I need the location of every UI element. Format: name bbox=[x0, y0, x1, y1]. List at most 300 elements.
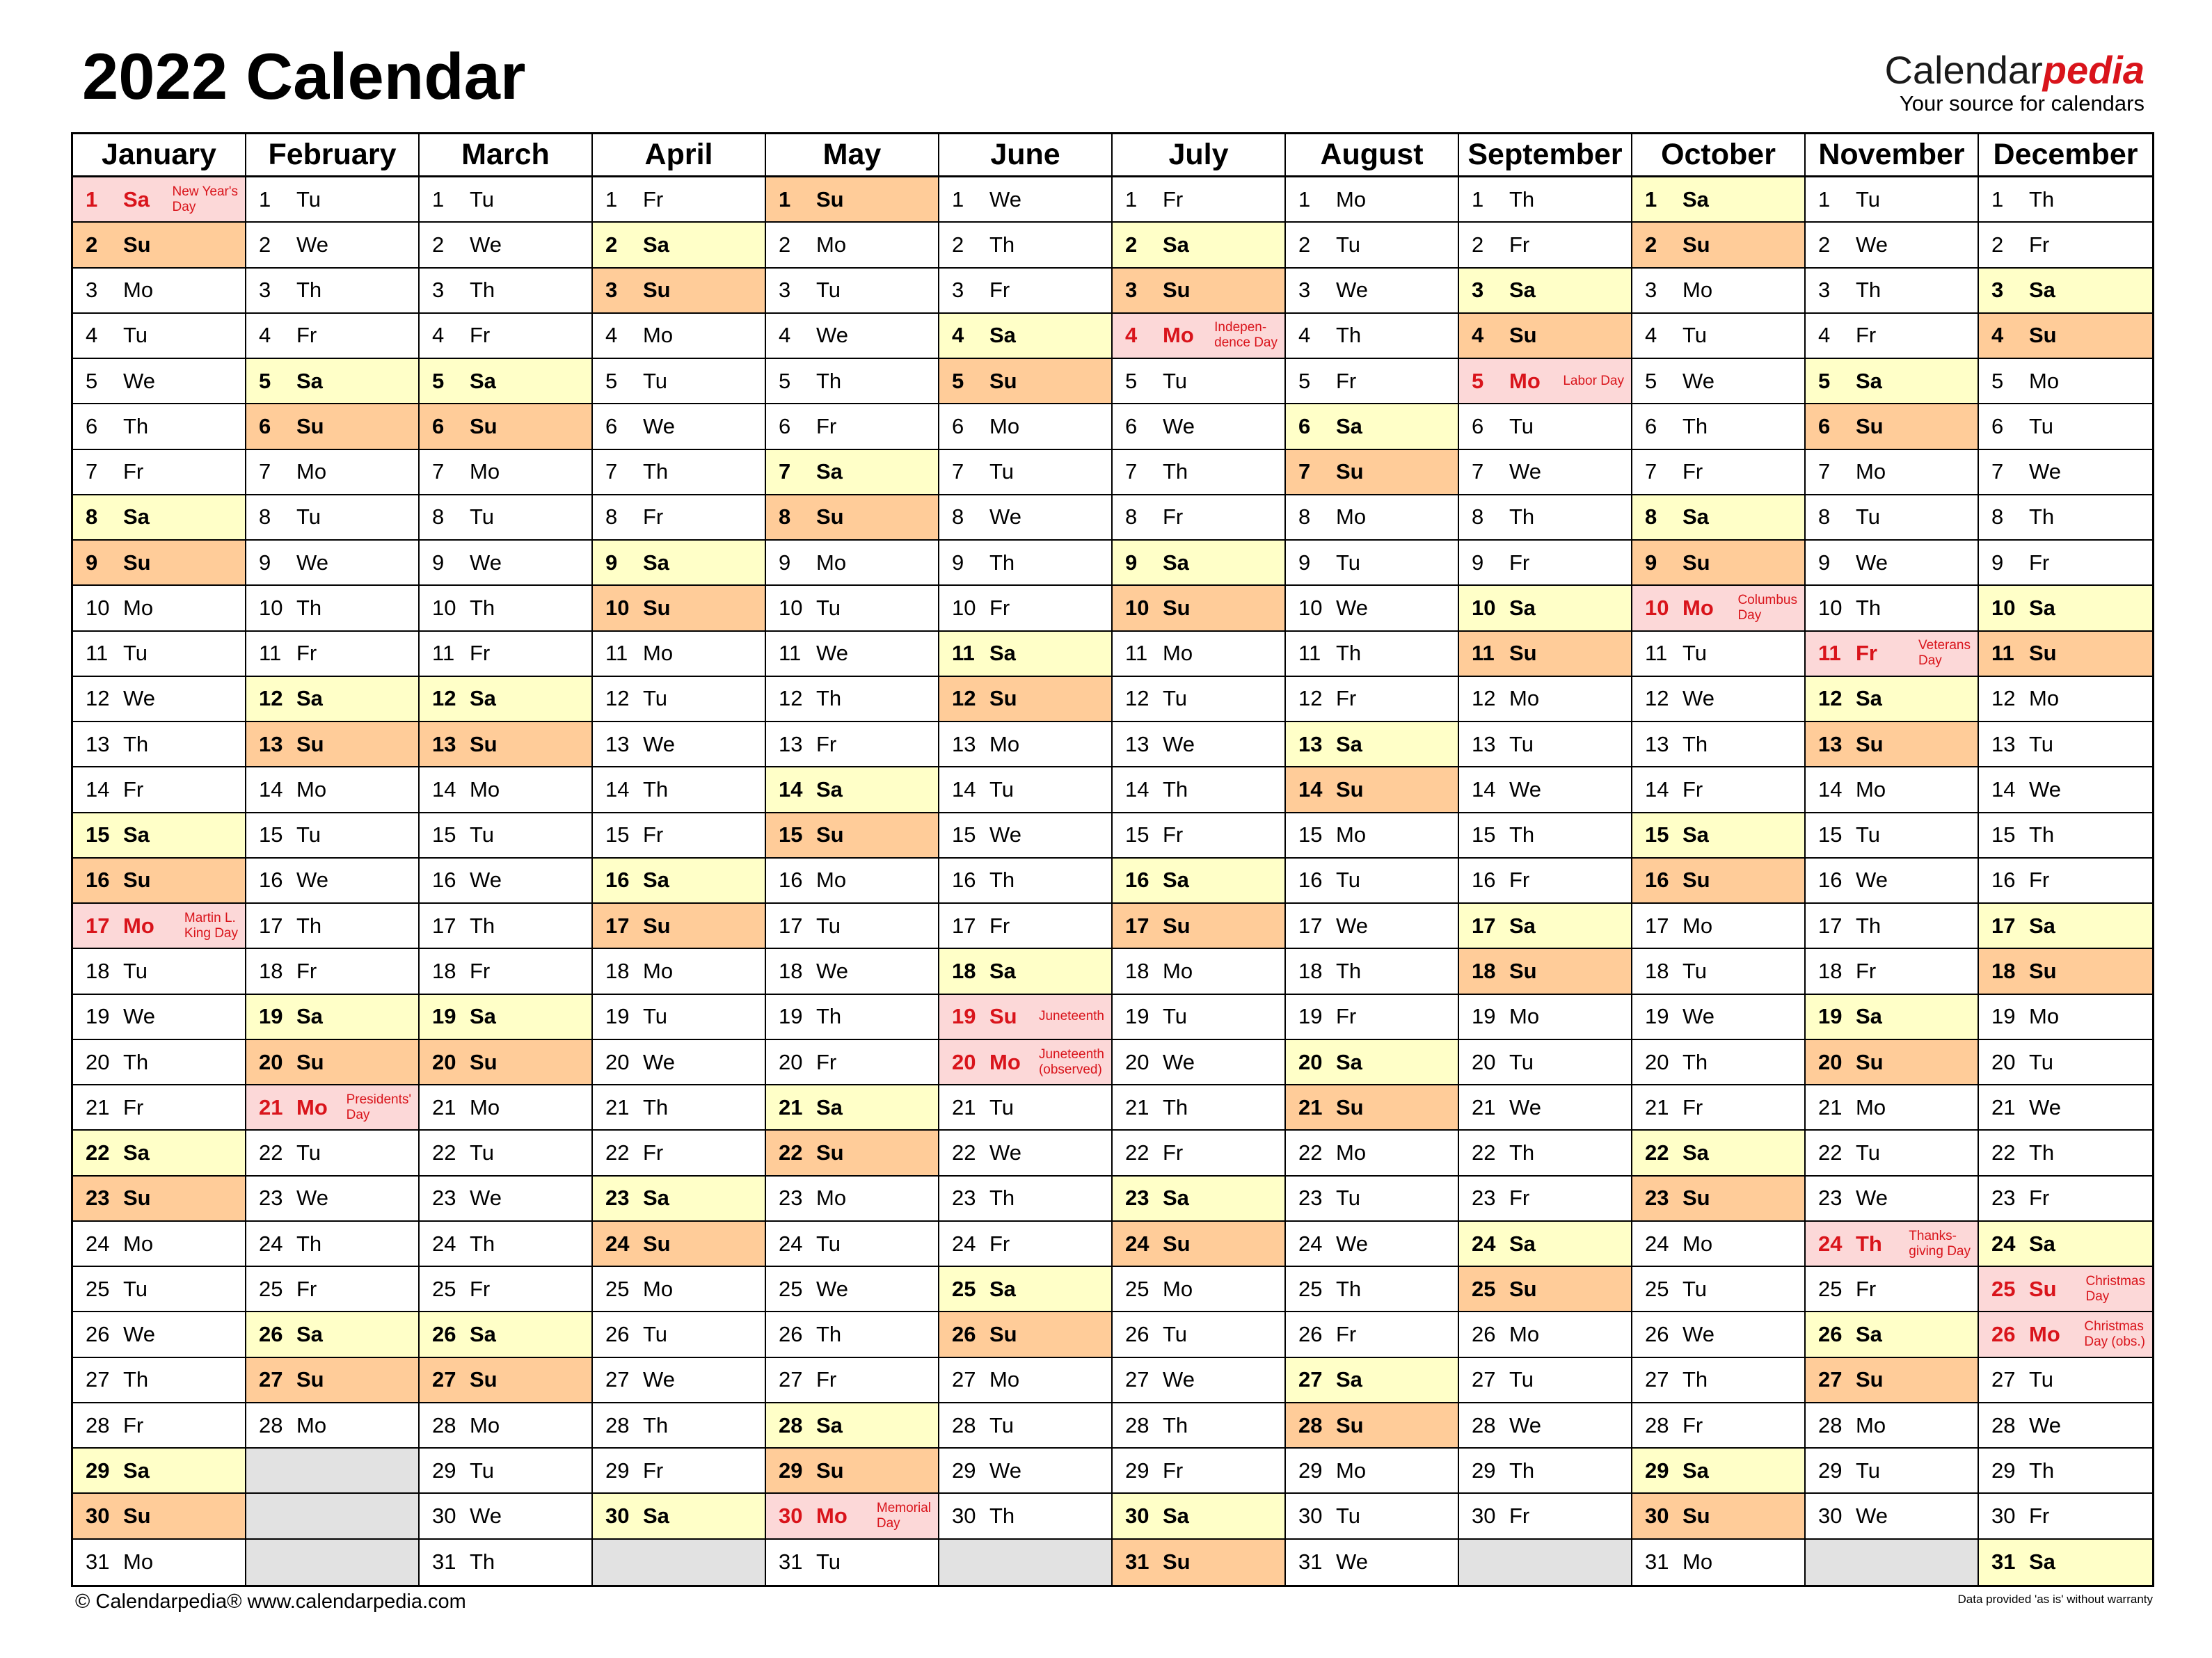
weekday-abbr: Th bbox=[2029, 822, 2055, 847]
weekday-abbr: Su bbox=[1509, 641, 1537, 666]
day-number: 23 bbox=[952, 1186, 976, 1211]
day-number: 6 bbox=[259, 413, 271, 438]
empty-day-cell bbox=[939, 1540, 1113, 1585]
day-number: 22 bbox=[1645, 1140, 1669, 1165]
day-cell bbox=[420, 949, 593, 994]
weekday-abbr: Sa bbox=[1682, 1140, 1709, 1165]
weekday-abbr: Tu bbox=[470, 822, 495, 847]
day-number: 10 bbox=[1472, 595, 1496, 620]
month-header: October bbox=[1632, 134, 1806, 177]
day-number: 10 bbox=[1991, 595, 2016, 620]
day-cell bbox=[939, 949, 1113, 994]
day-number: 21 bbox=[259, 1094, 283, 1119]
weekday-abbr: Tu bbox=[123, 323, 148, 348]
day-cell bbox=[1806, 722, 1979, 767]
day-number: 7 bbox=[1645, 459, 1657, 484]
day-cell bbox=[1113, 722, 1286, 767]
weekday-abbr: Fr bbox=[1336, 686, 1357, 711]
weekday-abbr: We bbox=[1163, 731, 1195, 756]
day-number: 16 bbox=[779, 868, 803, 893]
weekday-abbr: We bbox=[816, 1276, 848, 1301]
day-number: 26 bbox=[1472, 1322, 1496, 1347]
day-cell bbox=[766, 1085, 939, 1131]
day-cell bbox=[1113, 404, 1286, 449]
weekday-abbr: We bbox=[989, 504, 1021, 529]
weekday-abbr: Sa bbox=[1163, 232, 1189, 257]
day-cell bbox=[1806, 177, 1979, 223]
day-cell bbox=[1286, 1267, 1459, 1312]
day-cell bbox=[1632, 314, 1806, 359]
day-cell bbox=[1459, 223, 1632, 268]
day-cell bbox=[1113, 1085, 1286, 1131]
day-cell bbox=[1979, 1177, 2152, 1222]
day-number: 3 bbox=[1472, 278, 1484, 303]
day-cell bbox=[1632, 269, 1806, 314]
weekday-abbr: Tu bbox=[296, 504, 321, 529]
day-cell bbox=[1113, 450, 1286, 495]
weekday-abbr: Sa bbox=[1336, 413, 1362, 438]
weekday-abbr: Fr bbox=[470, 959, 491, 983]
weekday-abbr: Sa bbox=[470, 1322, 496, 1347]
weekday-abbr: Su bbox=[1336, 1094, 1364, 1119]
day-number: 20 bbox=[779, 1049, 803, 1074]
day-cell bbox=[246, 949, 420, 994]
day-cell bbox=[420, 1131, 593, 1176]
day-cell bbox=[420, 177, 593, 223]
day-number: 11 bbox=[779, 641, 802, 666]
day-number: 23 bbox=[605, 1186, 630, 1211]
day-cell bbox=[1286, 1540, 1459, 1585]
day-number: 8 bbox=[86, 504, 98, 529]
weekday-abbr: Sa bbox=[470, 686, 496, 711]
weekday-abbr: Tu bbox=[123, 959, 148, 983]
day-number: 11 bbox=[1818, 641, 1841, 666]
day-cell bbox=[766, 1222, 939, 1267]
day-cell bbox=[1806, 904, 1979, 949]
day-number: 26 bbox=[1645, 1322, 1669, 1347]
weekday-abbr: Su bbox=[470, 731, 498, 756]
day-number: 1 bbox=[86, 186, 98, 212]
weekday-abbr: Tu bbox=[816, 913, 841, 938]
day-cell bbox=[1113, 904, 1286, 949]
day-cell bbox=[1113, 269, 1286, 314]
weekday-abbr: Th bbox=[296, 278, 322, 303]
weekday-abbr: Tu bbox=[296, 186, 321, 212]
weekday-abbr: Fr bbox=[1163, 822, 1184, 847]
day-cell bbox=[593, 404, 766, 449]
day-number: 14 bbox=[779, 776, 803, 802]
day-number: 19 bbox=[1298, 1004, 1323, 1029]
holiday-day-cell bbox=[1113, 314, 1286, 359]
day-number: 7 bbox=[1125, 459, 1138, 484]
weekday-abbr: Sa bbox=[989, 641, 1016, 666]
weekday-abbr: Th bbox=[816, 1322, 842, 1347]
weekday-abbr: Su bbox=[470, 413, 498, 438]
day-cell bbox=[246, 359, 420, 404]
weekday-abbr: Fr bbox=[1682, 776, 1703, 802]
weekday-abbr: Sa bbox=[123, 1458, 150, 1483]
month-header: May bbox=[766, 134, 939, 177]
day-cell bbox=[1113, 541, 1286, 586]
day-number: 13 bbox=[432, 731, 456, 756]
day-cell bbox=[1979, 314, 2152, 359]
weekday-abbr: We bbox=[1336, 1231, 1368, 1256]
day-cell bbox=[1113, 859, 1286, 904]
day-number: 22 bbox=[1472, 1140, 1496, 1165]
day-number: 17 bbox=[1645, 913, 1669, 938]
day-cell bbox=[420, 1494, 593, 1539]
weekday-abbr: Mo bbox=[1509, 1004, 1540, 1029]
day-cell bbox=[1979, 1131, 2152, 1176]
day-cell bbox=[73, 359, 246, 404]
day-number: 9 bbox=[1818, 550, 1831, 575]
day-cell bbox=[1113, 1449, 1286, 1494]
weekday-abbr: Sa bbox=[1682, 822, 1709, 847]
day-cell bbox=[73, 495, 246, 541]
day-number: 2 bbox=[1645, 232, 1657, 257]
day-number: 16 bbox=[952, 868, 976, 893]
day-number: 15 bbox=[1472, 822, 1496, 847]
day-cell bbox=[246, 223, 420, 268]
weekday-abbr: Mo bbox=[470, 776, 500, 802]
day-cell bbox=[1632, 1222, 1806, 1267]
day-cell bbox=[1286, 177, 1459, 223]
weekday-abbr: Sa bbox=[296, 1004, 323, 1029]
day-cell bbox=[593, 1177, 766, 1222]
day-number: 17 bbox=[1125, 913, 1149, 938]
day-cell bbox=[1113, 1358, 1286, 1403]
day-cell bbox=[420, 1403, 593, 1449]
holiday-name: Thanks- giving Day bbox=[1909, 1228, 1971, 1259]
day-number: 17 bbox=[1818, 913, 1843, 938]
day-cell bbox=[593, 269, 766, 314]
day-cell bbox=[1113, 495, 1286, 541]
day-cell bbox=[1632, 1494, 1806, 1539]
day-number: 5 bbox=[1125, 368, 1138, 393]
day-cell bbox=[1459, 949, 1632, 994]
weekday-abbr: Mo bbox=[1163, 959, 1193, 983]
day-number: 15 bbox=[1298, 822, 1323, 847]
weekday-abbr: Fr bbox=[1856, 1276, 1877, 1301]
weekday-abbr: Sa bbox=[470, 368, 496, 393]
day-cell bbox=[73, 1085, 246, 1131]
weekday-abbr: Sa bbox=[296, 686, 323, 711]
day-number: 1 bbox=[432, 186, 445, 212]
day-cell bbox=[1806, 1449, 1979, 1494]
weekday-abbr: Sa bbox=[2029, 913, 2055, 938]
day-number: 27 bbox=[432, 1367, 456, 1392]
weekday-abbr: Fr bbox=[1163, 1140, 1184, 1165]
day-number: 22 bbox=[605, 1140, 630, 1165]
copyright-text: © Calendarpedia® www.calendarpedia.com bbox=[75, 1591, 466, 1613]
day-number: 25 bbox=[1645, 1276, 1669, 1301]
day-number: 24 bbox=[1991, 1231, 2016, 1256]
weekday-abbr: Sa bbox=[2029, 1231, 2055, 1256]
day-number: 22 bbox=[1991, 1140, 2016, 1165]
day-number: 29 bbox=[1818, 1458, 1843, 1483]
weekday-abbr: Mo bbox=[296, 1412, 327, 1437]
weekday-abbr: Tu bbox=[1856, 504, 1881, 529]
day-cell bbox=[420, 904, 593, 949]
weekday-abbr: Mo bbox=[643, 323, 674, 348]
day-cell bbox=[1632, 177, 1806, 223]
weekday-abbr: Th bbox=[643, 1094, 669, 1119]
weekday-abbr: Su bbox=[296, 413, 324, 438]
day-number: 8 bbox=[432, 504, 445, 529]
day-number: 18 bbox=[1991, 959, 2016, 983]
day-number: 6 bbox=[1125, 413, 1138, 438]
day-cell bbox=[1979, 813, 2152, 859]
weekday-abbr: Tu bbox=[2029, 1049, 2054, 1074]
weekday-abbr: Th bbox=[2029, 1458, 2055, 1483]
day-cell bbox=[73, 541, 246, 586]
day-number: 24 bbox=[1818, 1231, 1843, 1256]
day-number: 28 bbox=[1125, 1412, 1149, 1437]
day-number: 26 bbox=[1125, 1322, 1149, 1347]
weekday-abbr: Mo bbox=[123, 1549, 154, 1575]
weekday-abbr: We bbox=[643, 1367, 675, 1392]
day-cell bbox=[593, 1040, 766, 1085]
day-number: 9 bbox=[952, 550, 964, 575]
day-cell bbox=[766, 450, 939, 495]
weekday-abbr: Sa bbox=[123, 186, 150, 212]
weekday-abbr: Mo bbox=[1856, 459, 1886, 484]
day-number: 23 bbox=[1645, 1186, 1669, 1211]
holiday-name: Presidents' Day bbox=[346, 1092, 411, 1122]
weekday-abbr: We bbox=[2029, 1412, 2061, 1437]
day-cell bbox=[420, 404, 593, 449]
day-number: 3 bbox=[86, 278, 98, 303]
weekday-abbr: Sa bbox=[1856, 368, 1882, 393]
day-number: 18 bbox=[605, 959, 630, 983]
day-cell bbox=[766, 223, 939, 268]
day-number: 8 bbox=[1818, 504, 1831, 529]
day-number: 13 bbox=[259, 731, 283, 756]
day-number: 9 bbox=[1645, 550, 1657, 575]
weekday-abbr: Sa bbox=[643, 550, 669, 575]
day-number: 27 bbox=[1472, 1367, 1496, 1392]
day-cell bbox=[246, 1312, 420, 1357]
weekday-abbr: Th bbox=[123, 413, 149, 438]
day-cell bbox=[420, 632, 593, 677]
day-number: 20 bbox=[86, 1049, 110, 1074]
day-cell bbox=[766, 269, 939, 314]
weekday-abbr: Tu bbox=[296, 822, 321, 847]
weekday-abbr: Tu bbox=[989, 459, 1015, 484]
weekday-abbr: We bbox=[470, 550, 502, 575]
weekday-abbr: We bbox=[1336, 278, 1368, 303]
day-number: 1 bbox=[1472, 186, 1484, 212]
day-cell bbox=[939, 1267, 1113, 1312]
day-number: 2 bbox=[605, 232, 618, 257]
weekday-abbr: Mo bbox=[1336, 822, 1367, 847]
weekday-abbr: We bbox=[989, 822, 1021, 847]
weekday-abbr: Th bbox=[1682, 1049, 1708, 1074]
weekday-abbr: Su bbox=[1682, 1504, 1710, 1529]
weekday-abbr: Tu bbox=[1509, 413, 1534, 438]
day-number: 1 bbox=[259, 186, 271, 212]
day-number: 10 bbox=[605, 595, 630, 620]
day-cell bbox=[1979, 404, 2152, 449]
weekday-abbr: We bbox=[989, 1458, 1021, 1483]
day-number: 6 bbox=[86, 413, 98, 438]
day-cell bbox=[1632, 1040, 1806, 1085]
month-header: June bbox=[939, 134, 1113, 177]
day-number: 28 bbox=[779, 1412, 803, 1437]
day-number: 6 bbox=[952, 413, 964, 438]
weekday-abbr: Su bbox=[1509, 1276, 1537, 1301]
day-cell bbox=[246, 1403, 420, 1449]
day-number: 26 bbox=[1298, 1322, 1323, 1347]
day-number: 2 bbox=[1472, 232, 1484, 257]
weekday-abbr: Fr bbox=[989, 278, 1010, 303]
weekday-abbr: Th bbox=[989, 550, 1015, 575]
weekday-abbr: Fr bbox=[1509, 1504, 1530, 1529]
day-number: 3 bbox=[605, 278, 618, 303]
weekday-abbr: Sa bbox=[2029, 595, 2055, 620]
day-cell bbox=[420, 223, 593, 268]
weekday-abbr: Su bbox=[1336, 459, 1364, 484]
day-cell bbox=[73, 722, 246, 767]
weekday-abbr: Th bbox=[989, 868, 1015, 893]
day-number: 10 bbox=[432, 595, 456, 620]
holiday-name: Christmas Day bbox=[2085, 1273, 2145, 1304]
day-cell bbox=[1806, 949, 1979, 994]
day-number: 7 bbox=[1472, 459, 1484, 484]
day-number: 1 bbox=[779, 186, 791, 212]
day-cell bbox=[1286, 1312, 1459, 1357]
day-number: 6 bbox=[1818, 413, 1831, 438]
day-cell bbox=[766, 1540, 939, 1585]
day-number: 15 bbox=[779, 822, 803, 847]
weekday-abbr: Mo bbox=[1163, 1276, 1193, 1301]
day-number: 4 bbox=[1645, 323, 1657, 348]
weekday-abbr: Sa bbox=[1509, 595, 1536, 620]
day-cell bbox=[766, 1449, 939, 1494]
day-number: 13 bbox=[1645, 731, 1669, 756]
weekday-abbr: We bbox=[470, 868, 502, 893]
weekday-abbr: Tu bbox=[1336, 1186, 1361, 1211]
weekday-abbr: Su bbox=[2029, 641, 2057, 666]
day-number: 12 bbox=[432, 686, 456, 711]
day-cell bbox=[246, 314, 420, 359]
weekday-abbr: Su bbox=[470, 1049, 498, 1074]
calendarpedia-logo[interactable] bbox=[1884, 49, 2145, 115]
day-number: 19 bbox=[432, 1004, 456, 1029]
day-cell bbox=[593, 1312, 766, 1357]
day-cell bbox=[939, 1085, 1113, 1131]
day-number: 7 bbox=[1991, 459, 2004, 484]
day-number: 30 bbox=[1991, 1504, 2016, 1529]
weekday-abbr: We bbox=[1509, 1412, 1541, 1437]
weekday-abbr: Th bbox=[1509, 1458, 1535, 1483]
weekday-abbr: Fr bbox=[643, 504, 664, 529]
day-cell bbox=[939, 859, 1113, 904]
day-number: 18 bbox=[1472, 959, 1496, 983]
weekday-abbr: Sa bbox=[1163, 868, 1189, 893]
day-cell bbox=[1806, 1403, 1979, 1449]
weekday-abbr: Fr bbox=[1509, 232, 1530, 257]
day-number: 14 bbox=[605, 776, 630, 802]
day-number: 8 bbox=[259, 504, 271, 529]
weekday-abbr: Fr bbox=[123, 1094, 144, 1119]
day-cell bbox=[593, 359, 766, 404]
day-number: 15 bbox=[259, 822, 283, 847]
weekday-abbr: Su bbox=[123, 868, 151, 893]
weekday-abbr: Mo bbox=[989, 1367, 1020, 1392]
weekday-abbr: Fr bbox=[816, 731, 837, 756]
weekday-abbr: Sa bbox=[1163, 1186, 1189, 1211]
day-number: 6 bbox=[1472, 413, 1484, 438]
day-number: 29 bbox=[1645, 1458, 1669, 1483]
day-cell bbox=[1632, 1267, 1806, 1312]
day-number: 19 bbox=[1125, 1004, 1149, 1029]
weekday-abbr: Sa bbox=[123, 1140, 150, 1165]
weekday-abbr: Su bbox=[816, 1140, 844, 1165]
day-cell bbox=[73, 1131, 246, 1176]
day-number: 17 bbox=[432, 913, 456, 938]
weekday-abbr: We bbox=[1856, 1504, 1888, 1529]
weekday-abbr: Su bbox=[123, 1186, 151, 1211]
weekday-abbr: Su bbox=[1163, 1231, 1191, 1256]
weekday-abbr: Su bbox=[123, 550, 151, 575]
day-cell bbox=[1459, 1222, 1632, 1267]
day-cell bbox=[1632, 632, 1806, 677]
day-cell bbox=[593, 813, 766, 859]
day-number: 16 bbox=[1472, 868, 1496, 893]
weekday-abbr: Th bbox=[296, 913, 322, 938]
day-cell bbox=[1459, 1494, 1632, 1539]
day-cell bbox=[593, 223, 766, 268]
day-number: 28 bbox=[1472, 1412, 1496, 1437]
weekday-abbr: Su bbox=[989, 368, 1017, 393]
weekday-abbr: Th bbox=[470, 278, 495, 303]
day-cell bbox=[939, 404, 1113, 449]
day-cell bbox=[246, 632, 420, 677]
weekday-abbr: Sa bbox=[1163, 1504, 1189, 1529]
weekday-abbr: Sa bbox=[643, 868, 669, 893]
weekday-abbr: Su bbox=[1336, 1412, 1364, 1437]
holiday-name: Juneteenth bbox=[1038, 1009, 1104, 1024]
weekday-abbr: We bbox=[1509, 459, 1541, 484]
weekday-abbr: Sa bbox=[989, 959, 1016, 983]
weekday-abbr: Sa bbox=[1682, 1458, 1709, 1483]
day-cell bbox=[939, 1494, 1113, 1539]
day-cell bbox=[766, 995, 939, 1040]
day-cell bbox=[1459, 859, 1632, 904]
weekday-abbr: Th bbox=[1856, 278, 1881, 303]
logo-text-accent: pedia bbox=[2042, 48, 2145, 92]
day-number: 8 bbox=[779, 504, 791, 529]
day-number: 7 bbox=[259, 459, 271, 484]
day-cell bbox=[1459, 269, 1632, 314]
day-cell bbox=[593, 495, 766, 541]
day-cell bbox=[1286, 314, 1459, 359]
day-cell bbox=[1806, 269, 1979, 314]
day-cell bbox=[939, 495, 1113, 541]
day-cell bbox=[1286, 995, 1459, 1040]
day-cell bbox=[1286, 1403, 1459, 1449]
day-cell bbox=[593, 949, 766, 994]
weekday-abbr: Mo bbox=[2029, 1322, 2060, 1347]
day-cell bbox=[73, 859, 246, 904]
day-cell bbox=[1113, 677, 1286, 722]
month-header: April bbox=[593, 134, 766, 177]
day-cell bbox=[1979, 1403, 2152, 1449]
weekday-abbr: Su bbox=[2029, 959, 2057, 983]
day-number: 30 bbox=[1298, 1504, 1323, 1529]
weekday-abbr: Tu bbox=[1336, 550, 1361, 575]
